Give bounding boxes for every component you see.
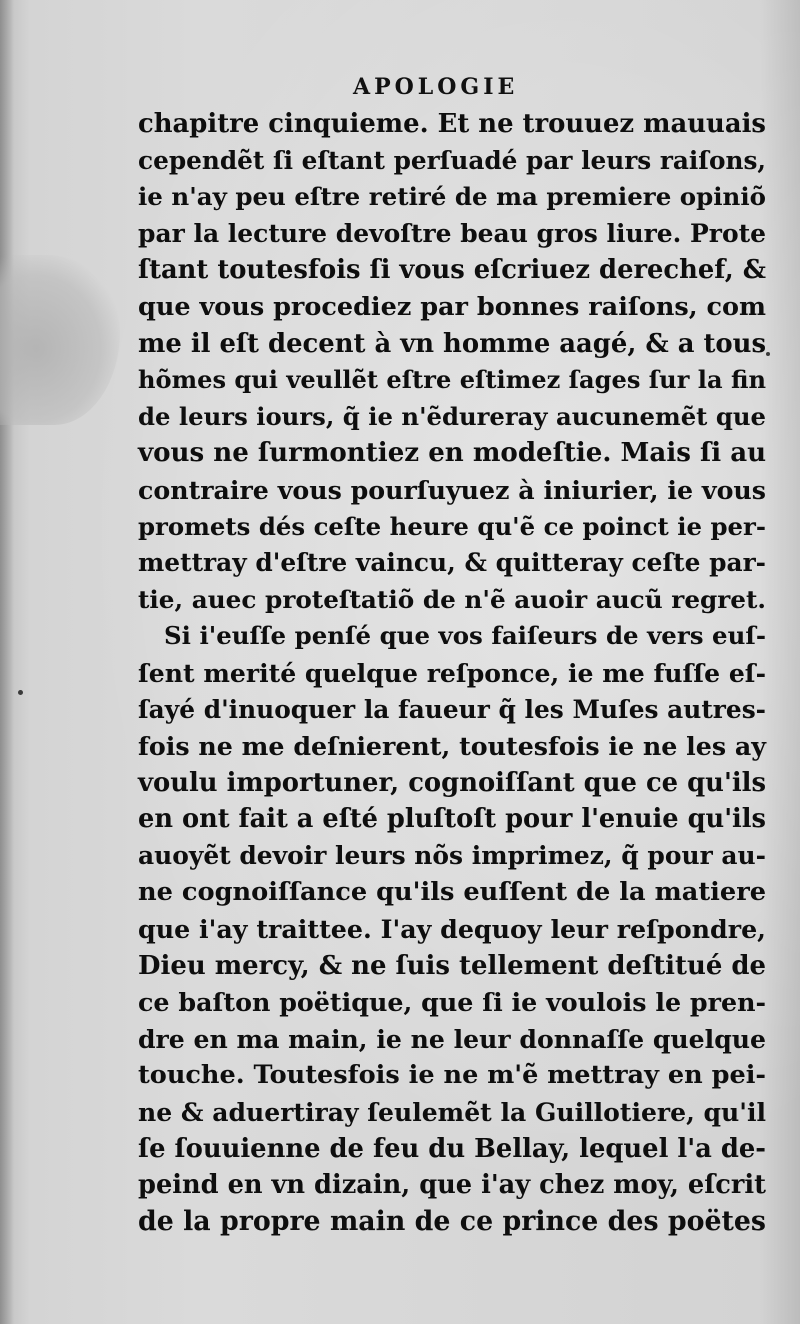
text-line: me il eſt decent à vn homme aagé, & a tous	[138, 328, 766, 359]
text-line: ſayé d'inuoquer la faueur q̃ les Muſes autres-	[138, 694, 766, 724]
text-line: de la propre main de ce prince des poëtes	[138, 1205, 766, 1237]
text-line: de leurs iours, q̃ ie n'ẽdureray aucunemẽt que	[138, 401, 766, 431]
page-gutter-shadow	[0, 0, 14, 1324]
running-head: APOLOGIE	[353, 74, 519, 100]
text-line: en ont fait a eſté pluſtoſt pour l'enuie qu'ils	[138, 804, 766, 835]
text-line: par la lecture devoſtre beau gros liure. Prote	[138, 218, 766, 248]
text-line: ne & aduertiray ſeulemẽt la Guillotiere, qu'il	[138, 1097, 766, 1128]
text-line: que vous procediez par bonnes raiſons, com	[138, 291, 767, 322]
text-line: touche. Toutesfois ie ne m'ẽ mettray en pei-	[138, 1060, 766, 1091]
text-line: ce baſton poëtique, que ſi ie voulois le pren-	[138, 987, 766, 1018]
text-line: voulu importuner, cognoiſſant que ce qu'ils	[138, 767, 766, 798]
text-line: auoyẽt devoir leurs nõs imprimez, q̃ pour au-	[138, 840, 766, 870]
text-line: que i'ay traittee. I'ay dequoy leur reſpondre,	[138, 914, 766, 945]
text-line: ſent merité quelque reſponce, ie me fuſſe eſ-	[138, 657, 766, 688]
text-line: vous ne ſurmontiez en modeſtie. Mais ſi au	[138, 438, 767, 469]
text-line: Si i'euſſe penſé que vos faiſeurs de vers euſ-	[164, 621, 766, 651]
text-line: ſe ſouuienne de feu du Bellay, lequel l'a de-	[138, 1133, 766, 1164]
text-line: promets dés ceſte heure qu'ẽ ce poinct ie per-	[138, 511, 766, 541]
text-line: ſtant toutesfois ſi vous eſcriuez derechef, &	[138, 255, 766, 286]
text-line: dre en ma main, ie ne leur donnaſſe quelque	[138, 1023, 766, 1054]
text-line: peind en vn dizain, que i'ay chez moy, eſcrit	[138, 1170, 766, 1201]
text-line: ne cognoiſſance qu'ils euſſent de la matiere	[138, 877, 766, 908]
water-stain	[0, 255, 120, 425]
ink-speck	[766, 352, 770, 356]
text-line: hõmes qui veullẽt eſtre eſtimez ſages ſur la fin	[138, 365, 767, 395]
text-line: ie n'ay peu eſtre retiré de ma premiere opiniõ	[138, 182, 766, 212]
text-line: chapitre cinquieme. Et ne trouuez mauuais	[138, 109, 766, 139]
body-text	[138, 106, 766, 1240]
text-line: mettray d'eſtre vaincu, & quitteray ceſte par-	[138, 548, 766, 578]
text-line: Dieu mercy, & ne ſuis tellement deſtitué de	[138, 950, 766, 981]
text-line: tie, auec proteſtatiõ de n'ẽ auoir aucũ regret.	[138, 584, 766, 614]
text-line: cependẽt ſi eſtant perſuadé par leurs raiſons,	[138, 145, 766, 175]
text-line: fois ne me deſnierent, toutesfois ie ne les ay	[138, 731, 766, 762]
ink-speck	[18, 690, 23, 695]
text-line: contraire vous pourſuyuez à iniurier, ie vous	[138, 474, 766, 505]
